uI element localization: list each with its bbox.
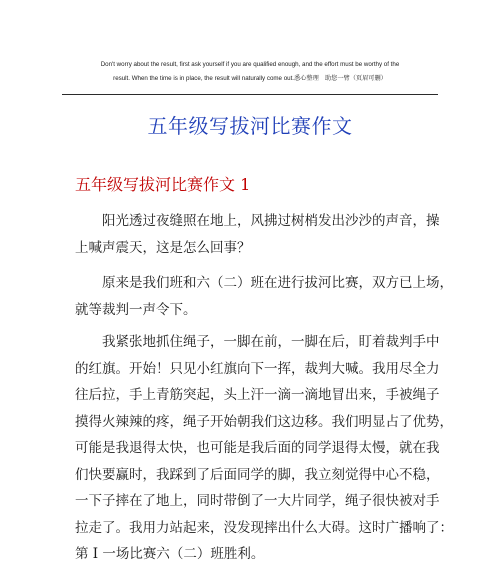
header-line-2: result. When the time is in place, the result will naturally come out.悉心整理 助您一臂（页眉可删） — [113, 75, 387, 82]
paragraph-line: 阳光透过夜缝照在地上，风拂过树梢发出沙沙的声音，操 — [75, 213, 440, 229]
paragraph-line: 往后拉，手上青筋突起，头上汗一滴一滴地冒出来，手被绳子 — [75, 387, 440, 403]
header-line-1: Don't worry about the result, first ask yourself if you are qualified enough, and the effort must be worthy of the — [100, 61, 400, 68]
header-divider — [62, 94, 438, 95]
paragraph-line: 摸得火辣辣的疼，绳子开始朝我们这边移。我们明显占了优势， — [75, 413, 453, 430]
paragraph-line: 一下子摔在了地上，同时带倒了一大片同学，绳子很快被对手 — [75, 493, 440, 509]
paragraph-line: 们快要赢时，我踩到了后面同学的脚，我立刻觉得中心不稳， — [75, 466, 440, 483]
document-title: 五年级写拔河比赛作文 — [147, 114, 353, 138]
paragraph-line: 可能是我退得太快，也可能是我后面的同学退得太慢，就在我 — [75, 440, 440, 456]
page-header — [62, 58, 438, 86]
paragraph-line: 我紧张地抓住绳子，一脚在前，一脚在后，盯着裁判手中 — [75, 334, 440, 350]
paragraph-1 — [75, 208, 440, 261]
paragraph-line: 第 I 一场比赛六（二）班胜利。 — [75, 546, 265, 562]
paragraph-line: 就等裁判一声令下。 — [75, 301, 197, 318]
section-heading: 五年级写拔河比赛作文 1 — [75, 175, 251, 194]
paragraph-2 — [75, 270, 453, 323]
paragraph-line: 上喊声震天，这是怎么回事？ — [75, 239, 251, 256]
paragraph-line: 原来是我们班和六（二）班在进行拔河比赛，双方已上场， — [75, 275, 453, 291]
paragraph-line: 拉走了。我用力站起来，没发现摔出什么大碍。这时广播响了： — [75, 519, 453, 536]
paragraph-3 — [75, 329, 453, 568]
paragraph-line: 的红旗。开始！只见小红旗向下一挥，裁判大喊。我用尽全力 — [75, 360, 440, 377]
